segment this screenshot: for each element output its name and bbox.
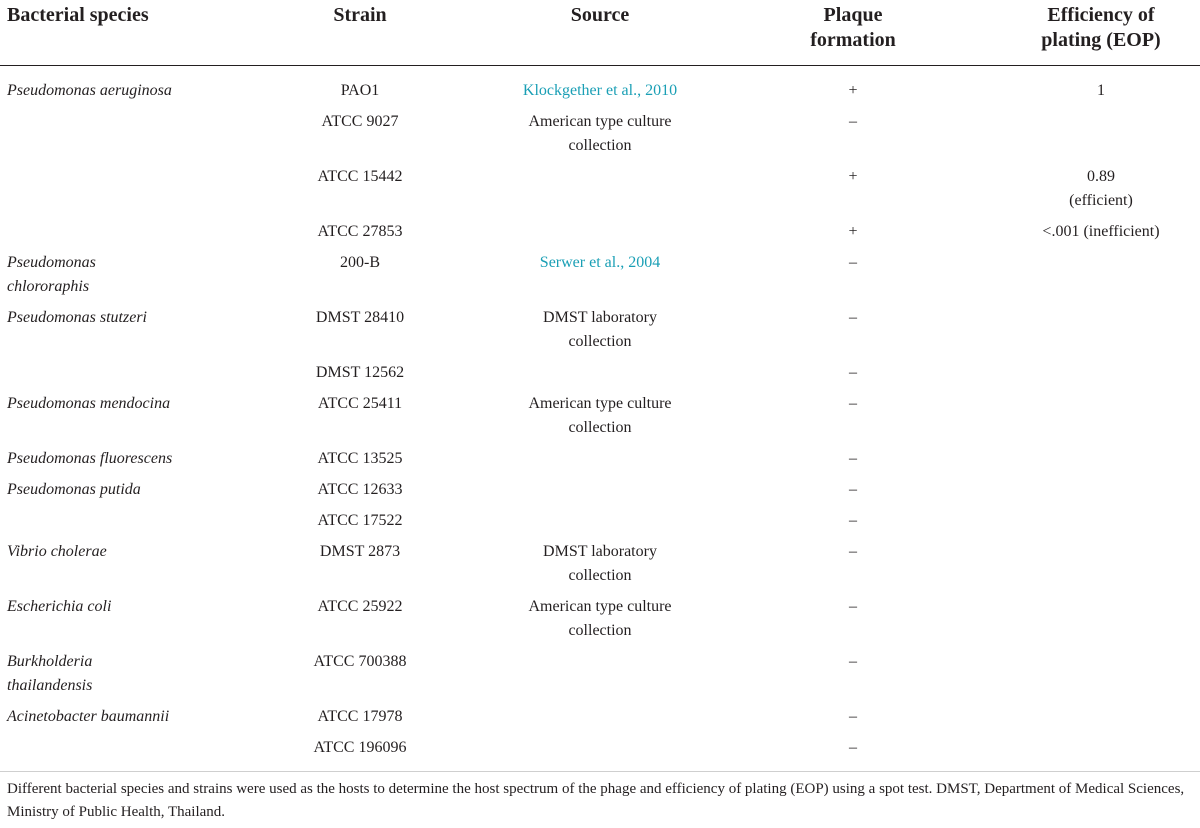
plaque-cell: – [849,739,857,756]
strain-cell: ATCC 25922 [317,598,403,615]
source-cell-line2: collection [568,333,632,350]
eop-cell: 1 [1097,82,1105,99]
species-cell: Pseudomonas mendocina [7,395,171,412]
plaque-cell: + [848,168,858,185]
strain-cell: ATCC 27853 [317,223,403,240]
source-cell-line2: collection [568,137,632,154]
strain-cell: ATCC 12633 [317,481,403,498]
source-reference-link[interactable]: Klockgether et al., [522,82,646,99]
plaque-cell: – [849,395,857,412]
species-cell-line2: thailandensis [7,677,93,694]
species-cell-line2: chlororaphis [7,278,90,295]
species-cell: Pseudomonas putida [7,481,141,498]
plaque-cell: – [849,543,857,560]
header-plaque-formation [793,3,913,53]
header-plaque-line1: Plaque [823,4,883,26]
source-cell: American type culture [528,395,672,412]
table-footnote: Different bacterial species and strains were used as the hosts to determine the host spectrum of the phage and efficiency of plating (EOP) using a spot test. DMST, Department of Medical Sciences, Ministry of Public Health, Thailand. [7,781,1185,820]
source-cell [490,251,710,275]
source-reference-link[interactable]: Serwer et al., [539,254,629,271]
plaque-cell: + [848,223,858,240]
plaque-cell: – [849,450,857,467]
source-cell-line2: collection [568,567,632,584]
eop-cell: 0.89 [1087,168,1115,185]
plaque-cell: – [849,309,857,326]
strain-cell: ATCC 17522 [317,512,403,529]
species-cell: Pseudomonas fluorescens [7,450,173,467]
header-rule [0,65,1200,66]
footer-rule [0,771,1200,772]
species-cell: Acinetobacter baumannii [7,708,170,725]
header-strain: Strain [333,4,387,26]
header-species: Bacterial species [7,4,149,26]
strain-cell: 200-B [340,254,380,271]
source-cell: American type culture [528,113,672,130]
source-cell: DMST laboratory [543,309,657,326]
source-reference-year[interactable]: 2010 [645,82,678,99]
species-cell: Burkholderia [7,653,93,670]
eop-cell-line2: (efficient) [1069,192,1133,209]
strain-cell: ATCC 9027 [321,113,399,130]
source-reference-year[interactable]: 2004 [628,254,661,271]
strain-cell: ATCC 700388 [313,653,407,670]
plaque-cell: – [849,481,857,498]
source-cell [490,79,710,103]
plaque-cell: – [849,653,857,670]
plaque-cell: + [848,82,858,99]
plaque-cell: – [849,512,857,529]
source-cell-line2: collection [568,622,632,639]
strain-cell: ATCC 13525 [317,450,403,467]
species-cell: Vibrio cholerae [7,543,107,560]
source-cell-line2: collection [568,419,632,436]
source-cell: American type culture [528,598,672,615]
eop-cell: <.001 (inefficient) [1042,223,1160,240]
strain-cell: DMST 2873 [319,543,401,560]
strain-cell: DMST 12562 [315,364,405,381]
plaque-cell: – [849,598,857,615]
strain-cell: ATCC 17978 [317,708,403,725]
header-eop [1006,3,1196,53]
header-eop-line1: Efficiency of [1047,4,1155,26]
plaque-cell: – [849,113,857,130]
header-source: Source [570,4,630,26]
strain-cell: ATCC 15442 [317,168,403,185]
header-plaque-line2: formation [810,29,896,51]
strain-cell: ATCC 25411 [317,395,403,412]
header-eop-line2: plating (EOP) [1041,29,1161,51]
source-cell: DMST laboratory [543,543,657,560]
species-cell: Pseudomonas aeruginosa [7,82,172,99]
plaque-cell: – [849,364,857,381]
plaque-cell: – [849,254,857,271]
plaque-cell: – [849,708,857,725]
species-cell: Pseudomonas stutzeri [7,309,147,326]
species-cell: Escherichia coli [7,598,112,615]
strain-cell: ATCC 196096 [313,739,407,756]
strain-cell: PAO1 [340,82,380,99]
strain-cell: DMST 28410 [315,309,405,326]
species-cell: Pseudomonas [7,254,96,271]
